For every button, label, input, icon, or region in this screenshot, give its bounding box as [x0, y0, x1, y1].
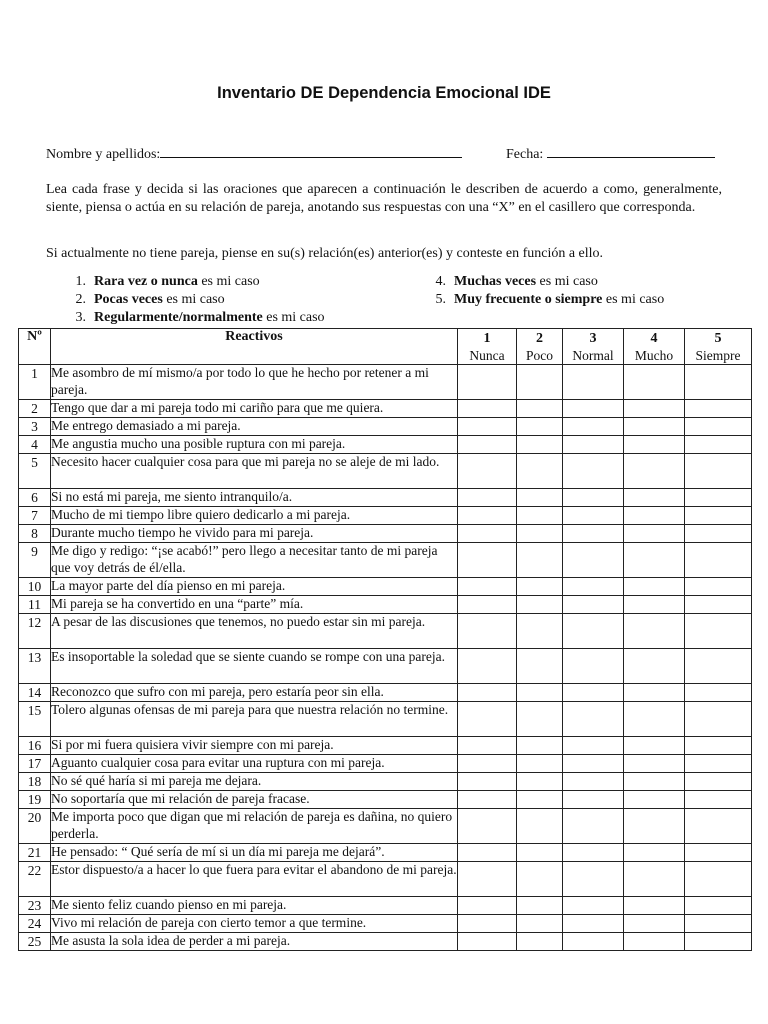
- table-row: [19, 809, 752, 844]
- answer-cell-2[interactable]: [517, 737, 563, 755]
- table-row: [19, 649, 752, 684]
- answer-cell-5[interactable]: [685, 578, 752, 596]
- answer-cell-3[interactable]: [563, 755, 624, 773]
- item-number: 2: [19, 400, 51, 418]
- answer-cell-3[interactable]: [563, 933, 624, 951]
- table-row: [19, 702, 752, 737]
- instructions-paragraph: Lea cada frase y decida si las oraciones que aparecen a continuación le describen de acuerdo a como, generalmente, siente, piensa o actúa en su relación de pareja, anotando sus respuestas con una “X” en el casillero que corresponda.: [46, 182, 722, 215]
- answer-cell-1[interactable]: [458, 525, 517, 543]
- col-header-scale-2: 2 Poco: [517, 329, 563, 365]
- answer-cell-3[interactable]: [563, 596, 624, 614]
- answer-cell-5[interactable]: [685, 400, 752, 418]
- answer-cell-2[interactable]: [517, 809, 563, 844]
- answer-cell-5[interactable]: [685, 489, 752, 507]
- answer-cell-2[interactable]: [517, 418, 563, 436]
- answer-cell-3[interactable]: [563, 489, 624, 507]
- item-text: Estor dispuesto/a a hacer lo que fuera para evitar el abandono de mi pareja.: [51, 862, 458, 897]
- item-number: 8: [19, 525, 51, 543]
- answer-cell-5[interactable]: [685, 897, 752, 915]
- answer-cell-2[interactable]: [517, 525, 563, 543]
- answer-cell-2[interactable]: [517, 773, 563, 791]
- answer-cell-4[interactable]: [624, 755, 685, 773]
- answer-cell-5[interactable]: [685, 454, 752, 489]
- answer-cell-1[interactable]: [458, 454, 517, 489]
- answer-cell-1[interactable]: [458, 933, 517, 951]
- answer-cell-1[interactable]: [458, 809, 517, 844]
- answer-cell-1[interactable]: [458, 915, 517, 933]
- answer-cell-4[interactable]: [624, 844, 685, 862]
- item-text: Tolero algunas ofensas de mi pareja para que nuestra relación no termine.: [51, 702, 458, 737]
- answer-cell-5[interactable]: [685, 791, 752, 809]
- answer-cell-1[interactable]: [458, 614, 517, 649]
- table-row: [19, 897, 752, 915]
- answer-cell-4[interactable]: [624, 649, 685, 684]
- answer-cell-3[interactable]: [563, 791, 624, 809]
- table-row: [19, 755, 752, 773]
- answer-cell-5[interactable]: [685, 755, 752, 773]
- table-row: [19, 614, 752, 649]
- answer-cell-2[interactable]: [517, 596, 563, 614]
- answer-cell-3[interactable]: [563, 809, 624, 844]
- answer-cell-2[interactable]: [517, 862, 563, 897]
- answer-cell-4[interactable]: [624, 578, 685, 596]
- answer-cell-3[interactable]: [563, 365, 624, 400]
- answer-cell-3[interactable]: [563, 737, 624, 755]
- answer-cell-4[interactable]: [624, 915, 685, 933]
- option-3: 3. Regularmente/normalmente es mi caso: [75, 310, 325, 325]
- item-number: 13: [19, 649, 51, 684]
- item-number: 23: [19, 897, 51, 915]
- table-row: [19, 489, 752, 507]
- item-text: Me angustia mucho una posible ruptura con mi pareja.: [51, 436, 458, 454]
- col-header-scale-3: 3 Normal: [563, 329, 624, 365]
- item-text: He pensado: “ Qué sería de mí si un día mi pareja me dejará”.: [51, 844, 458, 862]
- item-text: No soportaría que mi relación de pareja fracase.: [51, 791, 458, 809]
- answer-cell-5[interactable]: [685, 915, 752, 933]
- item-number: 25: [19, 933, 51, 951]
- answer-cell-3[interactable]: [563, 862, 624, 897]
- table-row: [19, 365, 752, 400]
- answer-cell-5[interactable]: [685, 543, 752, 578]
- date-underline[interactable]: [547, 143, 715, 158]
- options-left: [62, 273, 325, 327]
- answer-cell-5[interactable]: [685, 365, 752, 400]
- answer-cell-2[interactable]: [517, 507, 563, 525]
- name-label: Nombre y apellidos:: [46, 147, 161, 162]
- item-number: 11: [19, 596, 51, 614]
- item-text: Si por mi fuera quisiera vivir siempre con mi pareja.: [51, 737, 458, 755]
- item-text: Mi pareja se ha convertido en una “parte” mía.: [51, 596, 458, 614]
- answer-cell-5[interactable]: [685, 844, 752, 862]
- answer-cell-4[interactable]: [624, 933, 685, 951]
- table-row: [19, 844, 752, 862]
- no-partner-paragraph: Si actualmente no tiene pareja, piense en su(s) relación(es) anterior(es) y conteste en función a ello.: [46, 246, 604, 261]
- answer-cell-4[interactable]: [624, 454, 685, 489]
- table-row: [19, 525, 752, 543]
- answer-cell-4[interactable]: [624, 436, 685, 454]
- answer-cell-2[interactable]: [517, 436, 563, 454]
- answer-cell-5[interactable]: [685, 702, 752, 737]
- answer-cell-1[interactable]: [458, 897, 517, 915]
- item-number: 15: [19, 702, 51, 737]
- answer-cell-4[interactable]: [624, 773, 685, 791]
- answer-cell-4[interactable]: [624, 400, 685, 418]
- item-text: Me entrego demasiado a mi pareja.: [51, 418, 458, 436]
- item-number: 17: [19, 755, 51, 773]
- answer-cell-4[interactable]: [624, 737, 685, 755]
- answer-cell-5[interactable]: [685, 773, 752, 791]
- item-number: 6: [19, 489, 51, 507]
- answer-cell-1[interactable]: [458, 862, 517, 897]
- answer-cell-2[interactable]: [517, 489, 563, 507]
- answer-cell-4[interactable]: [624, 543, 685, 578]
- option-4: 4. Muchas veces es mi caso: [435, 274, 598, 289]
- table-row: [19, 737, 752, 755]
- item-number: 1: [19, 365, 51, 400]
- answer-cell-5[interactable]: [685, 614, 752, 649]
- answer-cell-1[interactable]: [458, 400, 517, 418]
- table-row: [19, 684, 752, 702]
- item-text: Me asusta la sola idea de perder a mi pareja.: [51, 933, 458, 951]
- answer-cell-2[interactable]: [517, 755, 563, 773]
- answer-cell-4[interactable]: [624, 365, 685, 400]
- date-label: Fecha:: [506, 147, 544, 162]
- answer-cell-1[interactable]: [458, 737, 517, 755]
- item-number: 20: [19, 809, 51, 844]
- answer-cell-4[interactable]: [624, 702, 685, 737]
- answer-cell-3[interactable]: [563, 436, 624, 454]
- answer-cell-3[interactable]: [563, 507, 624, 525]
- answer-cell-5[interactable]: [685, 507, 752, 525]
- answer-cell-1[interactable]: [458, 649, 517, 684]
- answer-cell-2[interactable]: [517, 649, 563, 684]
- name-field[interactable]: [46, 143, 462, 163]
- answer-cell-1[interactable]: [458, 418, 517, 436]
- item-text: No sé qué haría si mi pareja me dejara.: [51, 773, 458, 791]
- item-text: Mucho de mi tiempo libre quiero dedicarlo a mi pareja.: [51, 507, 458, 525]
- answer-cell-2[interactable]: [517, 702, 563, 737]
- answer-cell-5[interactable]: [685, 862, 752, 897]
- answer-cell-2[interactable]: [517, 578, 563, 596]
- item-text: Es insoportable la soledad que se siente cuando se rompe con una pareja.: [51, 649, 458, 684]
- answer-cell-2[interactable]: [517, 791, 563, 809]
- table-row: [19, 791, 752, 809]
- answer-cell-2[interactable]: [517, 684, 563, 702]
- answer-cell-2[interactable]: [517, 614, 563, 649]
- answer-cell-5[interactable]: [685, 436, 752, 454]
- item-text: Tengo que dar a mi pareja todo mi cariño para que me quiera.: [51, 400, 458, 418]
- answer-cell-3[interactable]: [563, 897, 624, 915]
- item-number: 21: [19, 844, 51, 862]
- col-header-items: Reactivos: [51, 329, 458, 365]
- answer-cell-5[interactable]: [685, 684, 752, 702]
- item-text: Me siento feliz cuando pienso en mi pareja.: [51, 897, 458, 915]
- answer-cell-1[interactable]: [458, 436, 517, 454]
- answer-cell-1[interactable]: [458, 702, 517, 737]
- answer-cell-5[interactable]: [685, 933, 752, 951]
- item-number: 24: [19, 915, 51, 933]
- item-number: 12: [19, 614, 51, 649]
- table-row: [19, 933, 752, 951]
- item-text: Si no está mi pareja, me siento intranquilo/a.: [51, 489, 458, 507]
- answer-cell-1[interactable]: [458, 684, 517, 702]
- table-header-row: [19, 329, 752, 365]
- answer-cell-2[interactable]: [517, 400, 563, 418]
- item-text: Aguanto cualquier cosa para evitar una ruptura con mi pareja.: [51, 755, 458, 773]
- item-text: Necesito hacer cualquier cosa para que mi pareja no se aleje de mi lado.: [51, 454, 458, 489]
- items-table: [18, 328, 752, 951]
- answer-cell-5[interactable]: [685, 525, 752, 543]
- col-header-scale-5: 5 Siempre: [685, 329, 752, 365]
- answer-cell-3[interactable]: [563, 418, 624, 436]
- answer-cell-1[interactable]: [458, 543, 517, 578]
- answer-cell-2[interactable]: [517, 915, 563, 933]
- answer-cell-5[interactable]: [685, 649, 752, 684]
- answer-cell-2[interactable]: [517, 897, 563, 915]
- name-underline[interactable]: [160, 143, 462, 158]
- table-row: [19, 773, 752, 791]
- answer-cell-3[interactable]: [563, 454, 624, 489]
- answer-cell-1[interactable]: [458, 578, 517, 596]
- answer-cell-5[interactable]: [685, 596, 752, 614]
- answer-cell-1[interactable]: [458, 507, 517, 525]
- answer-cell-5[interactable]: [685, 418, 752, 436]
- date-field[interactable]: [506, 143, 715, 163]
- table-row: [19, 400, 752, 418]
- answer-cell-4[interactable]: [624, 614, 685, 649]
- answer-cell-4[interactable]: [624, 418, 685, 436]
- answer-cell-4[interactable]: [624, 489, 685, 507]
- option-5: 5. Muy frecuente o siempre es mi caso: [435, 292, 665, 307]
- answer-cell-4[interactable]: [624, 684, 685, 702]
- item-number: 18: [19, 773, 51, 791]
- item-number: 16: [19, 737, 51, 755]
- answer-cell-2[interactable]: [517, 543, 563, 578]
- item-number: 5: [19, 454, 51, 489]
- options-right: [422, 273, 664, 309]
- answer-cell-5[interactable]: [685, 809, 752, 844]
- answer-cell-4[interactable]: [624, 897, 685, 915]
- answer-cell-1[interactable]: [458, 844, 517, 862]
- item-text: Durante mucho tiempo he vivido para mi pareja.: [51, 525, 458, 543]
- item-text: Reconozco que sufro con mi pareja, pero estaría peor sin ella.: [51, 684, 458, 702]
- answer-cell-3[interactable]: [563, 614, 624, 649]
- answer-cell-3[interactable]: [563, 543, 624, 578]
- table-row: [19, 915, 752, 933]
- answer-cell-1[interactable]: [458, 773, 517, 791]
- item-number: 3: [19, 418, 51, 436]
- table-row: [19, 436, 752, 454]
- item-number: 7: [19, 507, 51, 525]
- item-text: Vivo mi relación de pareja con cierto temor a que termine.: [51, 915, 458, 933]
- answer-cell-3[interactable]: [563, 844, 624, 862]
- item-text: Me asombro de mí mismo/a por todo lo que he hecho por retener a mi pareja.: [51, 365, 458, 400]
- answer-cell-3[interactable]: [563, 773, 624, 791]
- table-row: [19, 578, 752, 596]
- table-row: [19, 596, 752, 614]
- col-header-num: Nº: [19, 329, 51, 365]
- item-number: 19: [19, 791, 51, 809]
- answer-cell-3[interactable]: [563, 915, 624, 933]
- item-text: A pesar de las discusiones que tenemos, no puedo estar sin mi pareja.: [51, 614, 458, 649]
- answer-cell-1[interactable]: [458, 755, 517, 773]
- item-number: 10: [19, 578, 51, 596]
- item-number: 4: [19, 436, 51, 454]
- answer-cell-1[interactable]: [458, 791, 517, 809]
- answer-cell-5[interactable]: [685, 737, 752, 755]
- answer-cell-1[interactable]: [458, 596, 517, 614]
- col-header-scale-4: 4 Mucho: [624, 329, 685, 365]
- table-row: [19, 418, 752, 436]
- table-row: [19, 507, 752, 525]
- answer-cell-2[interactable]: [517, 365, 563, 400]
- answer-cell-4[interactable]: [624, 791, 685, 809]
- item-number: 9: [19, 543, 51, 578]
- answer-cell-3[interactable]: [563, 525, 624, 543]
- answer-cell-4[interactable]: [624, 862, 685, 897]
- option-1: 1. Rara vez o nunca es mi caso: [75, 274, 260, 289]
- page-title: Inventario DE Dependencia Emocional IDE: [217, 84, 551, 102]
- answer-cell-3[interactable]: [563, 578, 624, 596]
- table-row: [19, 862, 752, 897]
- item-text: La mayor parte del día pienso en mi pareja.: [51, 578, 458, 596]
- answer-cell-4[interactable]: [624, 809, 685, 844]
- item-number: 22: [19, 862, 51, 897]
- answer-cell-1[interactable]: [458, 489, 517, 507]
- answer-cell-1[interactable]: [458, 365, 517, 400]
- answer-cell-2[interactable]: [517, 844, 563, 862]
- answer-cell-2[interactable]: [517, 454, 563, 489]
- answer-cell-3[interactable]: [563, 702, 624, 737]
- answer-cell-3[interactable]: [563, 684, 624, 702]
- table-row: [19, 543, 752, 578]
- answer-cell-4[interactable]: [624, 596, 685, 614]
- option-2: 2. Pocas veces es mi caso: [75, 292, 225, 307]
- answer-cell-2[interactable]: [517, 933, 563, 951]
- table-row: [19, 454, 752, 489]
- item-text: Me digo y redigo: “¡se acabó!” pero llego a necesitar tanto de mi pareja que voy detrás de él/ella.: [51, 543, 458, 578]
- answer-cell-4[interactable]: [624, 507, 685, 525]
- answer-cell-3[interactable]: [563, 400, 624, 418]
- item-number: 14: [19, 684, 51, 702]
- answer-cell-4[interactable]: [624, 525, 685, 543]
- col-header-scale-1: 1 Nunca: [458, 329, 517, 365]
- item-text: Me importa poco que digan que mi relación de pareja es dañina, no quiero perderla.: [51, 809, 458, 844]
- answer-cell-3[interactable]: [563, 649, 624, 684]
